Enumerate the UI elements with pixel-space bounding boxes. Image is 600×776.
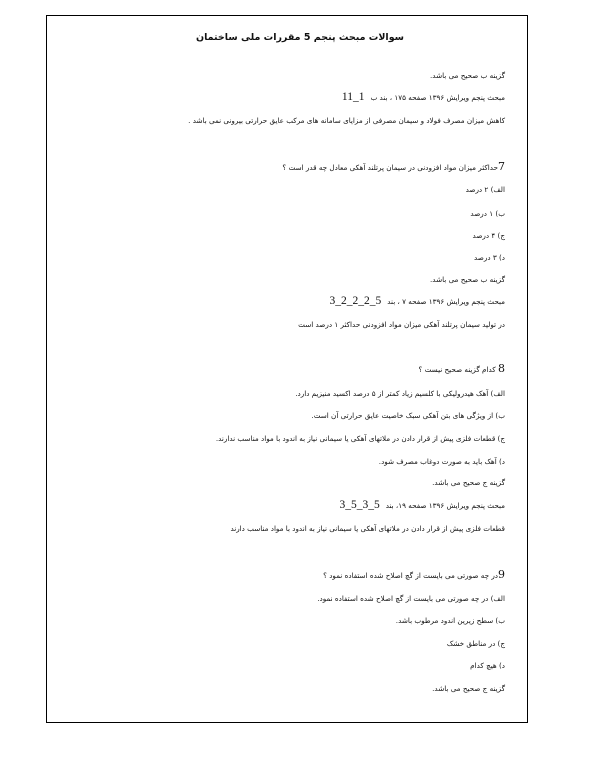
option-b: ب) از ویژگی های بتن آهکی سبک خاصیت عایق حرارتی آن است.	[311, 411, 505, 420]
reference-line	[339, 500, 505, 511]
question-text: کدام گزینه صحیح نیست ؟	[418, 365, 496, 374]
option-a: الف) ۲ درصد	[465, 185, 505, 194]
answer-line: گزینه ب صحیح می باشد.	[430, 275, 505, 284]
reference-text: مبحث پنجم ویرایش ۱۳۹۶ صفحه ۱۷۵ ، بند ب	[370, 93, 505, 102]
option-a: الف) در چه صورتی می بایست از گچ اصلاح شده استفاده نمود.	[317, 594, 505, 603]
reference-code: 5_2_2_2_3	[329, 295, 382, 307]
option-c: ج) ۴ درصد	[472, 231, 505, 240]
question-9	[323, 570, 505, 581]
answer-line: گزینه ج صحیح می باشد.	[432, 684, 505, 693]
explanation-line: کاهش میزان مصرف فولاد و سیمان مصرفی از مزایای سامانه های مرکب عایق حرارتی بیرونی نمی باشد .	[188, 116, 505, 125]
question-text: حداکثر میزان مواد افزودنی در سیمان پرتلند آهکی معادل چه قدر است ؟	[282, 163, 498, 172]
page-title: سوالات مبحث پنجم 5 مقررات ملی ساختمان	[195, 32, 404, 43]
question-number: 7	[498, 160, 505, 173]
reference-line	[342, 92, 505, 103]
question-7	[282, 162, 505, 173]
option-d: د) ۳ درصد	[473, 253, 505, 262]
reference-text: مبحث پنجم ویرایش ۱۳۹۶ صفحه ۱۹، بند	[385, 501, 505, 510]
answer-line: گزینه ب صحیح می باشد.	[430, 71, 505, 80]
reference-code: 1_11	[341, 91, 365, 103]
option-d: د) هیچ کدام	[470, 661, 505, 670]
option-b: ب) سطح زیرین اندود مرطوب باشد.	[395, 616, 505, 625]
option-d: د) آهک باید به صورت دوغاب مصرف شود.	[378, 457, 505, 466]
reference-code: 5_3_5_3	[339, 499, 380, 511]
option-b: ب) ۱ درصد	[470, 209, 505, 218]
question-number: 9	[498, 568, 505, 581]
question-8	[419, 364, 506, 375]
question-text: در چه صورتی می بایست از گچ اصلاح شده استفاده نمود ؟	[323, 571, 498, 580]
option-c: ج) قطعات فلزی پیش از قرار دادن در ملاتهای آهکی یا سیمانی نیاز به اندود با مواد مناسب ندارند.	[215, 434, 505, 443]
explanation-line: قطعات فلزی پیش از قرار دادن در ملاتهای آهکی یا سیمانی نیاز به اندود با مواد مناسب دارند	[230, 524, 505, 533]
question-number: 8	[498, 362, 505, 375]
explanation-line: در تولید سیمان پرتلند آهکی میزان مواد افزودنی حداکثر ۱ درصد است	[298, 320, 505, 329]
option-a: الف) آهک هیدرولیکی با کلسیم زیاد کمتر از ۵ درصد اکسید منیزیم دارد.	[295, 389, 505, 398]
answer-line: گزینه ج صحیح می باشد.	[432, 478, 505, 487]
option-c: ج) در مناطق خشک	[446, 639, 505, 648]
reference-text: مبحث پنجم ویرایش ۱۳۹۶ صفحه ۷ ، بند	[387, 297, 505, 306]
reference-line	[330, 296, 506, 307]
